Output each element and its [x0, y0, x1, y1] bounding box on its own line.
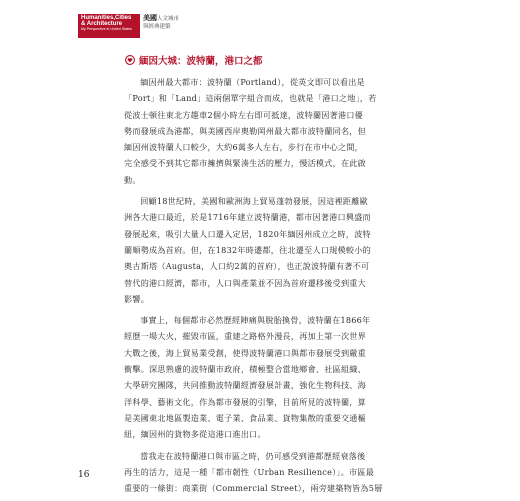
heart-in-circle-icon [125, 55, 135, 65]
paragraph [124, 193, 399, 307]
body-text [124, 74, 399, 501]
text-line: 回顧18世紀時，美國和歐洲海上貿易蓬勃發展，因這裡距離歐 [140, 196, 368, 207]
text-line: 發展起來，吸引大量人口遷入定居，1820年緬因州成立之時，波特 [124, 228, 371, 239]
text-line: 洋科學、藝術文化，作為都市發展的引擎，目前所見的波特蘭，算 [124, 396, 366, 407]
text-line: 再生的活力，這是一種「都市韌性（Urban Resilience）」。市區最 [124, 466, 375, 477]
text-line: 動。 [124, 174, 141, 185]
brand-sub-line-1: 人文城市 [157, 16, 180, 22]
page-number: 16 [78, 470, 90, 480]
brand-line-1: Humanities,Cities [81, 15, 132, 21]
brand-badge [78, 14, 140, 38]
text-line: 完全感受不到其它都市擁擠與緊湊生活的壓力，慢活模式，在此啟 [124, 158, 366, 169]
text-line: 經歷一場大火，摧毀市區，重建之路格外漫長，再加上第一次世界 [124, 331, 366, 342]
text-line: 緬因州最大都市：波特蘭（Portland），從英文即可以看出是 [140, 77, 365, 87]
text-line: 大戰之後，海上貿易業受創，使得波特蘭港口與都市發展受到嚴重 [124, 347, 366, 358]
brand-sub-line-2: 與經典建築 [143, 23, 171, 30]
text-line: 洲各大港口最近，於是1716年建立波特蘭港，都市因著港口興盛而 [124, 212, 371, 223]
text-line: 影響。 [124, 293, 150, 304]
brand-line-2: & Architecture [81, 21, 123, 28]
paragraph [124, 312, 399, 442]
text-line: 替代的港口經濟，都市，人口與產業並不因為首府遷移後受到重大 [124, 277, 366, 288]
section-title [125, 53, 263, 67]
text-line: 當我走在波特蘭港口與市區之時，仍可感受到港都歷經衰落後 [140, 450, 366, 461]
text-line: 「Port」和「Land」這兩個單字組合而成，也就是「港口之地」，若 [124, 93, 377, 104]
text-line: 勢而發展成為港都，與美國西岸奧勒岡州最大都市波特蘭同名，但 [124, 125, 366, 136]
book-brand-header [78, 14, 179, 38]
text-line: 重要的一條街：商業街（Commercial Street），兩旁建築物皆為5層 [124, 483, 383, 494]
text-line: 奧古斯塔（Augusta，人口約2萬的首府），也正說波特蘭有著不可 [124, 261, 370, 272]
text-line: 蘭順勢成為首府。但，在1832年時遷都，往北遷至人口規模較小的 [124, 244, 371, 255]
brand-subtitle [143, 15, 179, 31]
paragraph [124, 448, 399, 497]
text-line: 事實上，每個都市必然歷經陣痛與脫胎換骨，波特蘭在1866年 [140, 315, 371, 326]
text-line: 緬因州波特蘭人口較少，大約6萬多人左右，步行在市中心之間， [124, 142, 364, 153]
brand-sub-title: 美國 [143, 15, 157, 22]
text-line: 從波士頓往東北方趨車2個小時左右即可抵達，波特蘭因著港口優 [124, 109, 364, 120]
text-line: 大學研究團隊，共同推動波特蘭經濟發展計畫，強化生物科技、海 [124, 380, 366, 391]
section-title-text: 緬因大城：波特蘭，港口之都 [139, 56, 263, 67]
brand-line-3: My Perspective in United States [81, 26, 132, 31]
text-line: 衝擊。深思熟慮的波特蘭市政府，積極整合當地鄉會、社區組織、 [124, 364, 366, 375]
paragraph [124, 74, 399, 188]
text-line: 是美國東北地區製造業、電子業、食品業、貨物集散的重要交通樞 [124, 412, 366, 423]
text-line: 紐，緬因州的貨物多從這港口進出口。 [124, 429, 266, 440]
